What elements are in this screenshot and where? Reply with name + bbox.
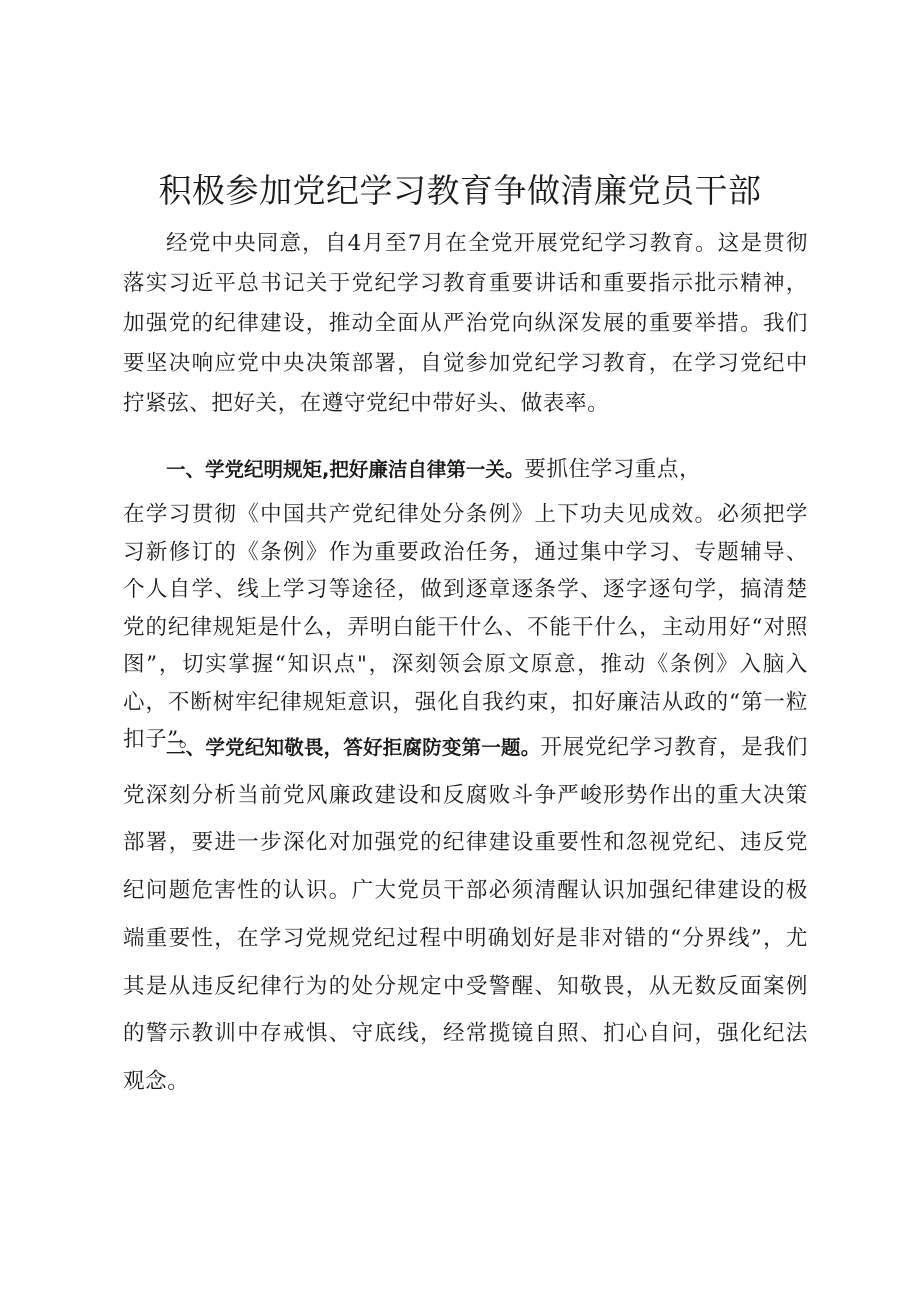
section-2-paragraph <box>123 724 808 1106</box>
document-title: 积极参加党纪学习教育争做清廉党员干部 <box>158 171 762 210</box>
section-1-lead: 要抓住学习重点， <box>524 457 702 482</box>
section-2-heading: 二、学党纪知敬畏，答好拒腐防变第一题。 <box>166 736 541 759</box>
section-2-body: 开展党纪学习教育，是我们党深刻分析当前党风廉政建设和反腐败斗争严峻形势作出的重大决策部署，要进一步深化对加强党的纪律建设重要性和忽视党纪、违反党纪问题危害性的认识。广大党员干部必须清醒认识加强纪律建设的极端重要性，在学习党规党纪过程中明确划好是非对错的“分界线”，尤其是从违反纪律行为的处分规定中受警醒、知敬畏，从无数反面案例的警示教训中存戒惧、守底线，经常揽镜自照、扪心自问，强化纪法观念。 <box>123 735 808 1094</box>
section-1-body: 在学习贯彻《中国共产党纪律处分条例》上下功夫见成效。必须把学习新修订的《条例》作为重要政治任务，通过集中学习、专题辅导、个人自学、线上学习等途径，做到逐章逐条学、逐字逐句学，搞清楚党的纪律规矩是什么，弄明白能干什么、不能干什么，主动用好“对照图”，切实掌握“知识点"，深刻领会原文原意，推动《条例》入脑入心，不断树牢纪律规矩意识，强化自我约束，扣好廉洁从政的“第一粒扣子”。 <box>123 502 808 752</box>
section-1-lead-line <box>123 450 808 490</box>
intro-paragraph: 经党中央同意，自4月至7月在全党开展党纪学习教育。这是贯彻落实习近平总书记关于党纪学习教育重要讲话和重要指示批示精神，加强党的纪律建设，推动全面从严治党向纵深发展的重要举措。我们要坚决响应党中央决策部署，自觉参加党纪学习教育，在学习党纪中拧紧弦、把好关，在遵守党纪中带好头、做表率。 <box>123 231 808 416</box>
section-1-heading: 一、学党纪明规矩,把好廉洁自律第一关。 <box>166 458 525 481</box>
